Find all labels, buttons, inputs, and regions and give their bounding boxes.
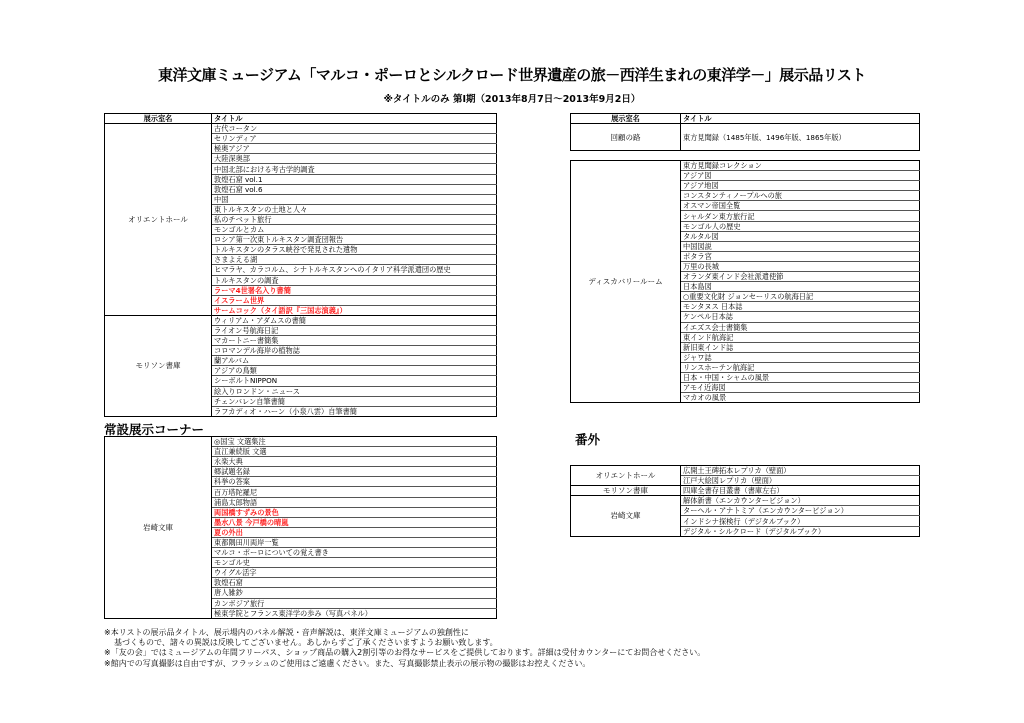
- footnotes: [104, 628, 705, 669]
- room-name: ディスカバリールーム: [571, 161, 681, 403]
- room-name: 回顧の路: [571, 124, 681, 151]
- exhibit-table-left: [104, 113, 497, 417]
- exhibit-title: 科挙の答案: [212, 477, 497, 487]
- exhibit-title: 東都隅田川両岸一覧: [212, 537, 497, 547]
- exhibit-table-discovery: [570, 160, 920, 403]
- exhibit-title: シーボルトNIPPON: [212, 376, 497, 386]
- exhibit-title: 敦煌石窟: [212, 578, 497, 588]
- table-row: [105, 124, 497, 134]
- room-name: オリエントホール: [105, 124, 212, 316]
- exhibit-title: マカートニー書簡集: [212, 336, 497, 346]
- exhibit-title: 万里の長城: [681, 261, 920, 271]
- exhibit-title: 広開土王碑拓本レプリカ（壁面）: [681, 466, 920, 476]
- exhibit-title: アジア地図: [681, 181, 920, 191]
- exhibit-title: 中国: [212, 194, 497, 204]
- exhibit-title: 私のチベット旅行: [212, 214, 497, 224]
- exhibit-title: 新旧東インド誌: [681, 342, 920, 352]
- column-header-title: タイトル: [681, 114, 920, 124]
- footnote-line: ※館内での写真撮影は自由ですが、フラッシュのご使用はご遠慮ください。また、写真撮影禁止表示の展示物の撮影はお控えください。: [104, 658, 591, 668]
- permanent-section-heading: 常設展示コーナー: [104, 422, 205, 437]
- exhibit-title: 日本島図: [681, 282, 920, 292]
- exhibit-title: 夏の外出: [212, 527, 497, 537]
- table-row: [105, 315, 497, 325]
- exhibit-title: デジタル・シルクロード（デジタルブック）: [681, 526, 920, 536]
- room-name: モリソン書庫: [571, 486, 681, 496]
- table-row: [571, 124, 920, 151]
- exhibit-title: 墨水八景 今戸橋の晴嵐: [212, 517, 497, 527]
- exhibit-title: モンタヌス 日本誌: [681, 302, 920, 312]
- exhibit-title: 東方見聞録コレクション: [681, 161, 920, 171]
- table-row: [571, 466, 920, 476]
- exhibit-title: ○重要文化財 ジョンセーリスの航海日記: [681, 292, 920, 302]
- exhibit-title: リンスホーテン航海記: [681, 362, 920, 372]
- exhibit-title: さまよえる湖: [212, 255, 497, 265]
- table-row: [571, 161, 920, 171]
- room-name: オリエントホール: [571, 466, 681, 486]
- exhibit-title: セリンディア: [212, 134, 497, 144]
- exhibit-title: 四庫全書存目叢書（書庫左右）: [681, 486, 920, 496]
- page-title: 東洋文庫ミュージアム「マルコ・ポーロとシルクロード世界遺産の旅－西洋生まれの東洋学－」展示品リスト: [158, 66, 866, 84]
- footnote-line: 基づくもので、諸々の異説は反映してございません。あしからずご了承くださいますようお願い致します。: [114, 638, 498, 648]
- exhibit-title: 敦煌石窟 vol.1: [212, 174, 497, 184]
- exhibit-title: 東インド航海記: [681, 332, 920, 342]
- exhibit-title: ラーマ4世署名入り書簡: [212, 285, 497, 295]
- exhibit-title: 郷試題名録: [212, 467, 497, 477]
- room-name: 岩崎文庫: [571, 496, 681, 536]
- exhibit-title: ジャワ誌: [681, 352, 920, 362]
- footnote-line: ※「友の会」ではミュージアムの年間フリーパス、ショップ商品の購入2割引等のお得なサービスをご提供しております。詳細は受付カウンターにてお問合せください。: [104, 648, 706, 658]
- exhibit-title: 江戸大絵図レプリカ（壁面）: [681, 476, 920, 486]
- table-row: [571, 496, 920, 506]
- exhibit-title: 永楽大典: [212, 457, 497, 467]
- exhibit-title: トルキスタンのタラス峡谷で発見された遺物: [212, 245, 497, 255]
- exhibit-title: ターヘル・アナトミア（エンカウンタービジョン）: [681, 506, 920, 516]
- exhibit-title: ポタラ宮: [681, 251, 920, 261]
- exhibit-title: モンゴルとカム: [212, 225, 497, 235]
- exhibit-title: 敦煌石窟 vol.6: [212, 184, 497, 194]
- exhibit-title: マカオの風景: [681, 393, 920, 403]
- exhibit-title: 極東学院とフランス東洋学の歩み（写真パネル）: [212, 608, 497, 618]
- exhibit-title: アジアの鳥類: [212, 366, 497, 376]
- extra-section-heading: 番外: [575, 432, 601, 447]
- exhibit-title: 古代コータン: [212, 124, 497, 134]
- exhibit-table-permanent: [104, 436, 497, 619]
- room-name: 岩崎文庫: [105, 437, 212, 619]
- exhibit-title: 極奥アジア: [212, 144, 497, 154]
- exhibit-title: 中国図説: [681, 241, 920, 251]
- exhibit-title: ヒマラヤ、カラコルム、シナトルキスタンへのイタリア科学派遣団の歴史: [212, 265, 497, 275]
- footnote-line: ※本リストの展示品タイトル、展示場内のパネル解説・音声解説は、東洋文庫ミュージアムの独創性に: [104, 628, 469, 637]
- exhibit-title: オスマン帝国全覧: [681, 201, 920, 211]
- exhibit-title: マルコ・ポーロについての覚え書き: [212, 548, 497, 558]
- exhibit-title: コンスタンティノープルへの旅: [681, 191, 920, 201]
- exhibit-title: インドシナ探検行（デジタルブック）: [681, 516, 920, 526]
- exhibit-title: ◎国宝 文選集注: [212, 437, 497, 447]
- exhibit-title: カンボジア旅行: [212, 598, 497, 608]
- page-subtitle: ※タイトルのみ 第Ⅰ期（2013年8月7日～2013年9月2日）: [383, 94, 641, 105]
- table-row: [571, 486, 920, 496]
- exhibit-title: オランダ東インド会社派遣使節: [681, 272, 920, 282]
- exhibit-title: 日本・中国・シャムの風景: [681, 372, 920, 382]
- exhibit-title: ウィリアム・アダムスの書簡: [212, 315, 497, 325]
- room-name: モリソン書庫: [105, 315, 212, 416]
- exhibit-title: モンゴル人の歴史: [681, 221, 920, 231]
- column-header-title: タイトル: [212, 114, 497, 124]
- exhibit-table-right: [570, 113, 920, 151]
- exhibit-title: ロシア第一次東トルキスタン調査団報告: [212, 235, 497, 245]
- exhibit-title: 唐人雑鈔: [212, 588, 497, 598]
- exhibit-title: 大陸深奥部: [212, 154, 497, 164]
- exhibit-title: モンゴル史: [212, 558, 497, 568]
- column-header-room: 展示室名: [571, 114, 681, 124]
- exhibit-title: 浦島太郎物語: [212, 497, 497, 507]
- exhibit-title: トルキスタンの調査: [212, 275, 497, 285]
- exhibit-title: 両国橋すずみの景色: [212, 507, 497, 517]
- exhibit-title: 蘭アルバム: [212, 356, 497, 366]
- exhibit-title: アジア図: [681, 171, 920, 181]
- exhibit-title: ケンペル日本誌: [681, 312, 920, 322]
- exhibit-title: 百万塔陀羅尼: [212, 487, 497, 497]
- table-row: [105, 437, 497, 447]
- exhibit-title: 東トルキスタンの土地と人々: [212, 204, 497, 214]
- exhibit-title: コロマンデル海岸の植物誌: [212, 346, 497, 356]
- exhibit-title: 直江兼続版 文選: [212, 447, 497, 457]
- exhibit-title: 中国北部における考古学的調査: [212, 164, 497, 174]
- exhibit-title: サームコック（タイ語訳『三国志演義』）: [212, 305, 497, 315]
- exhibit-title: イスラーム世界: [212, 295, 497, 305]
- exhibit-title: ウイグル活字: [212, 568, 497, 578]
- exhibit-title: アモイ近海図: [681, 383, 920, 393]
- column-header-room: 展示室名: [105, 114, 212, 124]
- exhibit-title: イエズス会士書簡集: [681, 322, 920, 332]
- exhibit-title: ラフカディオ・ハーン（小泉八雲）自筆書簡: [212, 406, 497, 416]
- exhibit-title: シャルダン東方旅行記: [681, 211, 920, 221]
- exhibit-title: 解体新書（エンカウンタービジョン）: [681, 496, 920, 506]
- exhibit-title: 絵入りロンドン・ニュース: [212, 386, 497, 396]
- exhibit-title: 東方見聞録（1485年版、1496年版、1865年版）: [681, 124, 920, 151]
- exhibit-table-extra: [570, 465, 920, 537]
- exhibit-title: ライオン号航海日記: [212, 325, 497, 335]
- exhibit-title: タルタル図: [681, 231, 920, 241]
- exhibit-title: チェンバレン自筆書簡: [212, 396, 497, 406]
